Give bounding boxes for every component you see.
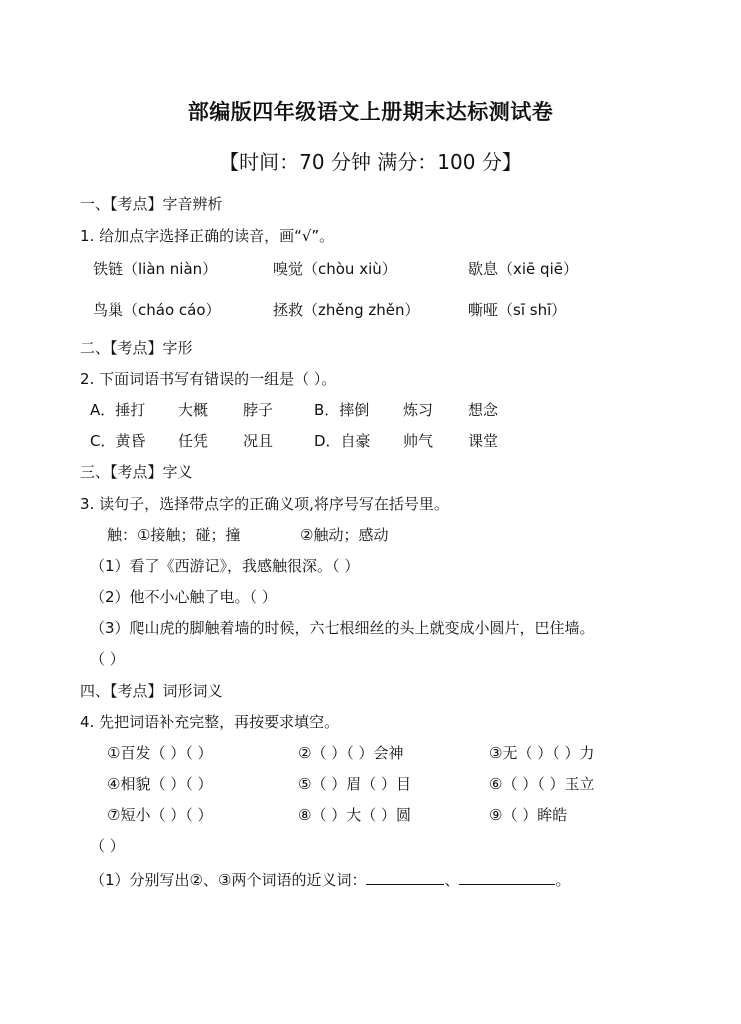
meaning-option: 触：①接触；碰；撞	[107, 526, 241, 544]
choice-word: 课堂	[468, 432, 499, 450]
question-3-item-1: （1）看了《西游记》，我感触很深。（ ）	[90, 557, 360, 575]
idiom-blank: ④相貌（ ）（ ）	[107, 775, 213, 793]
choice-word: 帅气	[403, 432, 434, 450]
separator: 、	[444, 871, 460, 889]
idiom-blank: ⑨（ ）眸皓	[489, 806, 568, 824]
choice-word: 大概	[178, 401, 209, 419]
idiom-blank: ⑧（ ）大（ ）圆	[298, 806, 411, 824]
idiom-blank: ②（ ）（ ）会神	[298, 744, 404, 762]
question-3-item-3: （3）爬山虎的脚触着墙的时候，六七根细丝的头上就变成小圆片，巴住墙。	[90, 619, 595, 637]
choice-word: A．捶打	[90, 401, 146, 419]
choice-word: 想念	[468, 401, 499, 419]
choice-word: 任凭	[178, 432, 209, 450]
idiom-blank: ⑦短小（ ）（ ）	[107, 806, 213, 824]
question-3-item-2: （2）他不小心触了电。（ ）	[90, 588, 277, 606]
page-title: 部编版四年级语文上册期末达标测试卷	[187, 99, 554, 124]
question-2-stem: 2. 下面词语书写有错误的一组是（ ）。	[80, 370, 337, 388]
section-heading-2: 二、【考点】字形	[80, 339, 193, 357]
idiom-blank: ①百发（ ）（ ）	[107, 744, 213, 762]
answer-blank-2[interactable]	[459, 870, 555, 885]
meaning-option: ②触动；感动	[300, 526, 389, 544]
pinyin-option: 鸟巢（cháo cáo）	[93, 301, 221, 319]
question-4-sub-1	[90, 870, 570, 890]
question-4-stem: 4. 先把词语补充完整，再按要求填空。	[80, 713, 340, 731]
pinyin-option: 嗅觉（chòu xiù）	[273, 260, 397, 278]
pinyin-option: 歇息（xiē qiē）	[468, 260, 578, 278]
idiom-blank: ⑤（ ）眉（ ）目	[298, 775, 411, 793]
pinyin-option: 铁链（liàn niàn）	[93, 260, 218, 278]
question-3-stem: 3. 读句子，选择带点字的正确义项,将序号写在括号里。	[80, 495, 449, 513]
section-heading-4: 四、【考点】词形词义	[80, 682, 223, 700]
question-3-item-3-answer: （ ）	[90, 650, 125, 668]
choice-word: 况且	[243, 432, 274, 450]
page-subtitle: 【时间：70 分钟 满分：100 分】	[219, 150, 522, 174]
sentence-end: 。	[555, 871, 571, 889]
section-heading-1: 一、【考点】字音辨析	[80, 195, 223, 213]
idiom-blank: ⑥（ ）（ ）玉立	[489, 775, 595, 793]
choice-word: B．摔倒	[314, 401, 370, 419]
pinyin-option: 嘶哑（sī shī）	[468, 301, 567, 319]
choice-word: 脖子	[243, 401, 274, 419]
section-heading-3: 三、【考点】字义	[80, 463, 193, 481]
choice-word: C．黄昏	[90, 432, 146, 450]
answer-blank-1[interactable]	[366, 870, 444, 885]
choice-word: D．自豪	[314, 432, 371, 450]
choice-word: 炼习	[403, 401, 434, 419]
pinyin-option: 拯救（zhěng zhěn）	[273, 301, 420, 319]
question-4-row-4: （ ）	[90, 837, 125, 855]
question-1-stem: 1. 给加点字选择正确的读音，画“√”。	[80, 227, 335, 245]
idiom-blank: ③无（ ）（ ）力	[489, 744, 595, 762]
sub-question-text: （1）分别写出②、③两个词语的近义词：	[90, 871, 367, 889]
